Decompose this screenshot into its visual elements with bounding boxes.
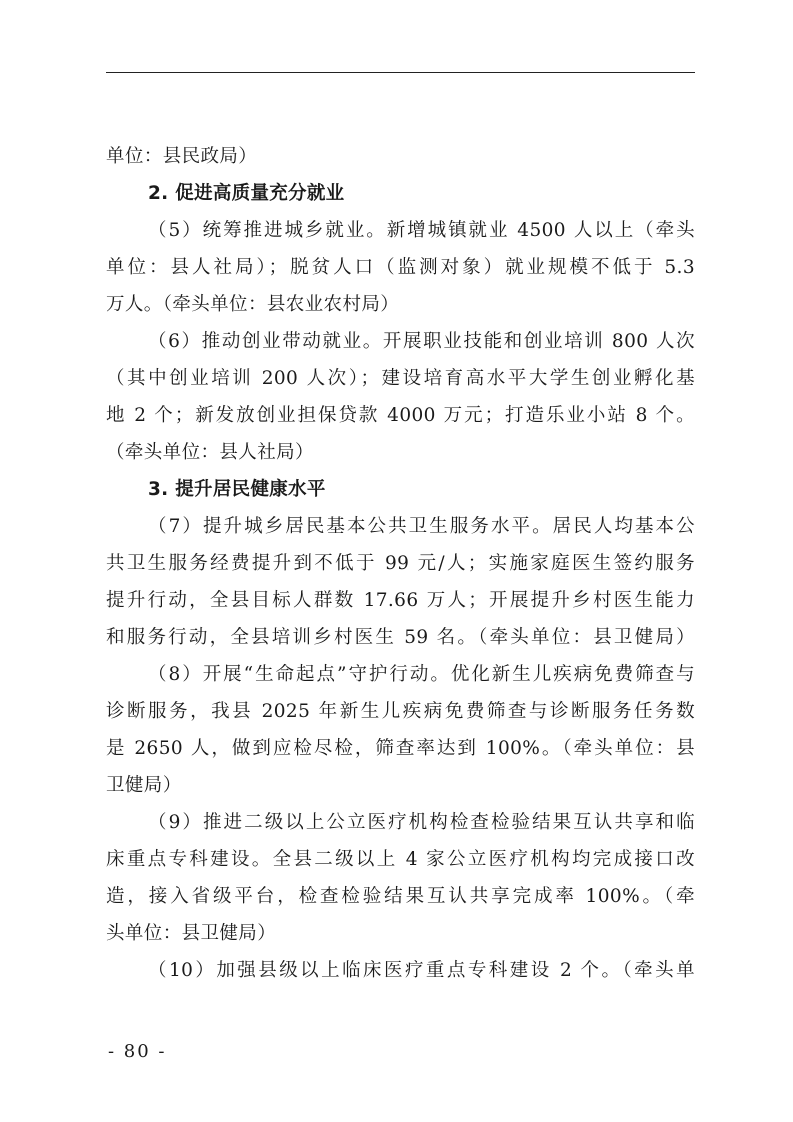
page-number: - 80 - <box>108 1041 167 1062</box>
section-heading: 2. 促进高质量充分就业 <box>148 183 345 204</box>
text-line: （7）提升城乡居民基本公共卫生服务水平。居民人均基本公 <box>148 516 695 537</box>
text-line: （5）统筹推进城乡就业。新增城镇就业 4500 人以上（牵头 <box>148 220 695 241</box>
text-line: 单位：县民政局） <box>106 146 258 167</box>
text-line: （10）加强县级以上临床医疗重点专科建设 2 个。（牵头单 <box>148 960 695 981</box>
text-line: 诊断服务，我县 2025 年新生儿疾病免费筛查与诊断服务任务数 <box>106 701 695 722</box>
text-line: （9）推进二级以上公立医疗机构检查检验结果互认共享和临 <box>148 812 695 833</box>
text-line: （牵头单位：县人社局） <box>106 442 314 463</box>
text-line: 提升行动，全县目标人群数 17.66 万人；开展提升乡村医生能力 <box>106 590 695 611</box>
text-line: 造，接入省级平台，检查检验结果互认共享完成率 100%。（牵 <box>106 886 695 907</box>
text-line: 头单位：县卫健局） <box>106 923 277 944</box>
text-line: （8）开展“生命起点”守护行动。优化新生儿疾病免费筛查与 <box>148 664 695 685</box>
header-rule <box>106 72 695 73</box>
text-line: 卫健局） <box>106 775 182 796</box>
text-line: 床重点专科建设。全县二级以上 4 家公立医疗机构均完成接口改 <box>106 849 695 870</box>
section-heading: 3. 提升居民健康水平 <box>148 479 326 500</box>
text-line: 是 2650 人，做到应检尽检，筛查率达到 100%。（牵头单位：县 <box>106 738 695 759</box>
text-line: 万人。（牵头单位：县农业农村局） <box>106 294 400 315</box>
text-line: 单位：县人社局）；脱贫人口（监测对象）就业规模不低于 5.3 <box>106 257 695 278</box>
text-line: 地 2 个；新发放创业担保贷款 4000 万元；打造乐业小站 8 个。 <box>106 405 695 426</box>
text-line: 和服务行动，全县培训乡村医生 59 名。（牵头单位：县卫健局） <box>106 627 695 648</box>
text-line: 共卫生服务经费提升到不低于 99 元/人；实施家庭医生签约服务 <box>106 553 695 574</box>
text-line: （6）推动创业带动就业。开展职业技能和创业培训 800 人次 <box>148 331 695 352</box>
text-line: （其中创业培训 200 人次）；建设培育高水平大学生创业孵化基 <box>106 368 695 389</box>
